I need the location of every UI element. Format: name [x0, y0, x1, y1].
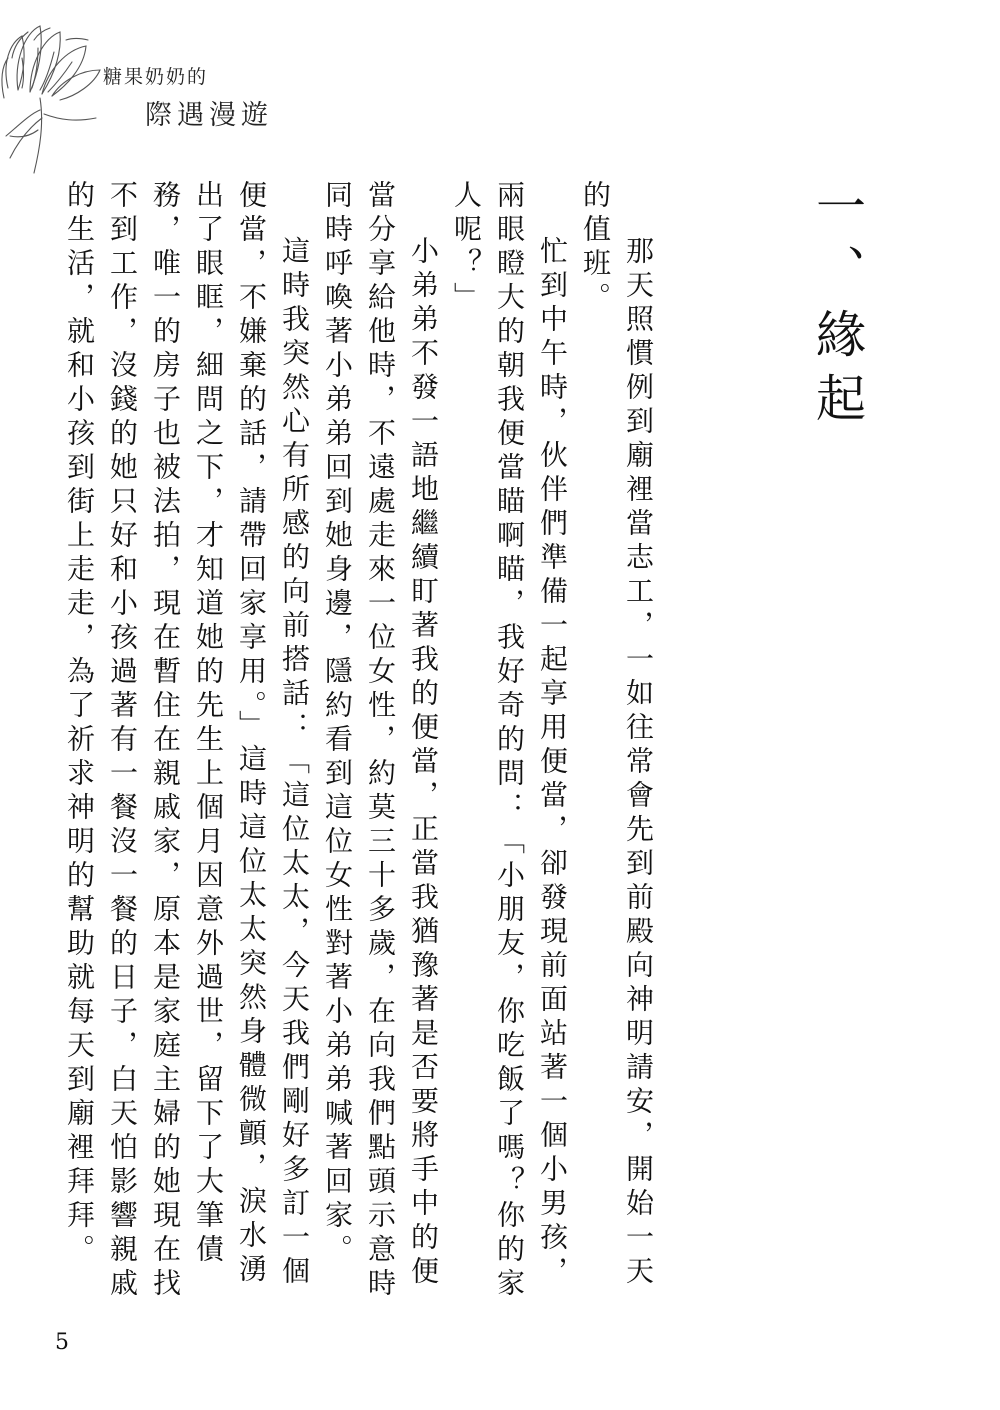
lotus-logo-icon — [0, 18, 130, 178]
book-series-title: 糖果奶奶的 — [103, 66, 209, 88]
paragraph: 這時我突然心有所感的向前搭話：「這位太太，今天我們剛好多訂一個便當，不嫌棄的話，請帶回家享用。」這時這位太太突然身體微顫，淚水湧出了眼眶，細問之下，才知道她的先生上個月因意外過世，留下了大筆債務，唯一的房子也被法拍，現在暫住在親戚家，原本是家庭主婦的她現在找不到工作，沒錢的她只好和小孩過著有一餐沒一餐的日子，白天怕影響親戚的生活，就和小孩到街上走走，為了祈求神明的幫助就每天到廟裡拜拜。 — [63, 180, 311, 1302]
paragraph: 小弟弟不發一語地繼續盯著我的便當，正當我猶豫著是否要將手中的便當分享給他時，不遠處走來一位女性，約莫三十多歲，在向我們點頭示意時同時呼喚著小弟弟回到她身邊，隱約看到這位女性對著小弟弟喊著回家。 — [321, 180, 440, 1302]
paragraph: 那天照慣例到廟裡當志工，一如往常會先到前殿向神明請安，開始一天的值班。 — [579, 180, 655, 1290]
chapter-title: 一、緣起 — [808, 180, 866, 436]
chapter-body — [58, 180, 660, 1310]
paragraph: 忙到中午時，伙伴們準備一起享用便當，卻發現前面站著一個小男孩，兩眼瞪大的朝我便當瞄啊瞄，我好奇的問：「小朋友，你吃飯了嗎？你的家人呢？」 — [450, 180, 569, 1302]
book-series-subtitle: 際遇漫遊 — [145, 100, 273, 131]
page-number: 5 — [55, 1330, 69, 1355]
